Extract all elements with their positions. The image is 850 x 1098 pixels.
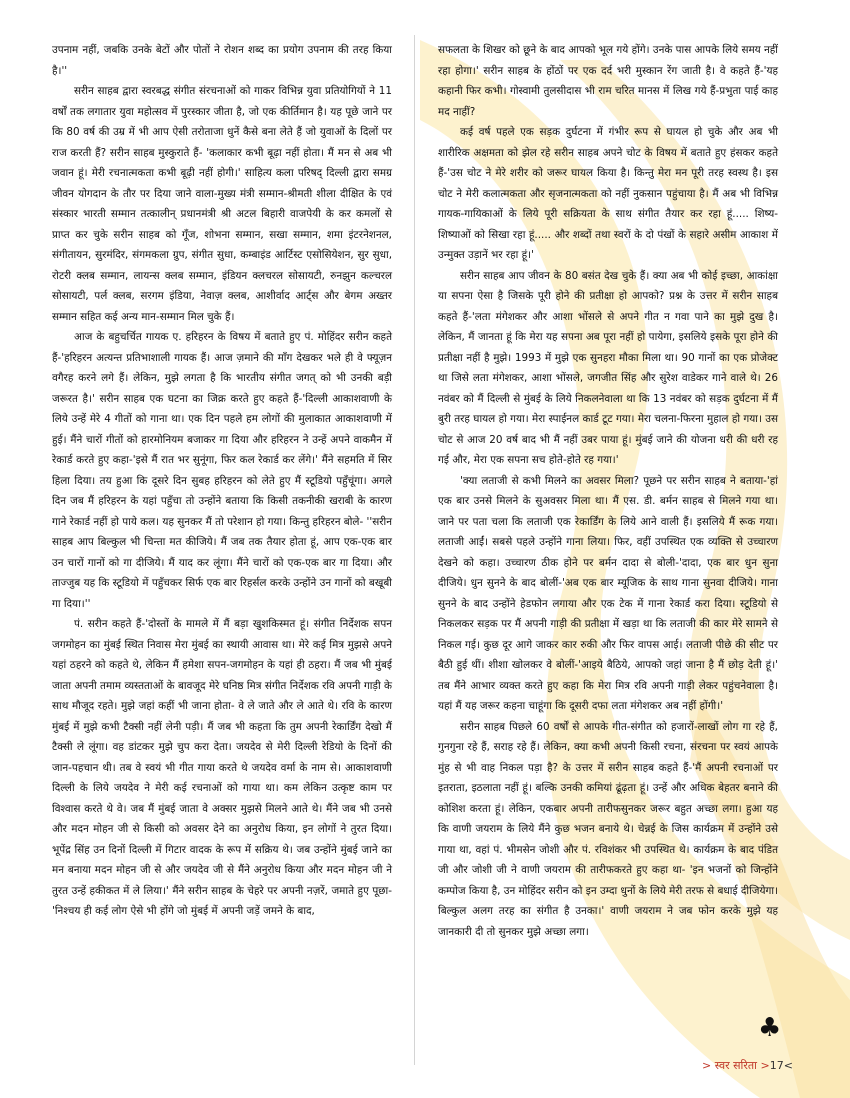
paragraph: पं. सरीन कहते हैं-'दोस्तों के मामले में मैं बड़ा खुशकिस्मत हूं। संगीत निर्देशक सपन जगमोहन का मुंबई स्थित निवास मेरा मुंबई का स्थायी आवास था। मेरे कई मित्र मुझसे अपने यहां ठहरने को कहते थे, लेकिन मैं हमेशा सपन-जगमोहन के यहां ही ठहरा। मैं जब भी मुंबई जाता अपनी तमाम व्यस्तताओं के बावजूद मेरे घनिष्ठ मित्र संगीत निर्देशक रवि अपनी गाड़ी के साथ मौजूद रहते। मुझे जहां कहीं भी जाना होता- वे ले जाते और ले आते थे। रवि के कारण मुंबई में मुझे कभी टैक्सी नहीं लेनी पड़ी। मैं जब भी कहता कि तुम अपनी रेकार्डिंग देखो मैं टैक्सी ले लूंगा। वह डांटकर मुझे चुप करा देता। जयदेव से मेरी दिल्ली रेडियो के दिनों की जान-पहचान थी। तब वे स्वयं भी गीत गाया करते थे जयदेव वर्मा के नाम से। आकाशवाणी दिल्ली के लिये जयदेव ने मेरी कई रचनाओं को गाया था। कम लेकिन उत्कृष्ट काम पर विश्वास करते थे वे। जब मैं मुंबई जाता वे अक्सर मुझसे मिलने आते थे। मैंने जब भी उनसे और मदन मोहन जी से किसी को अवसर देने का अनुरोध किया, इन लोगों ने तुरत दिया। भूपेंद्र सिंह उन दिनों दिल्ली में गिटार वादक के रूप में सक्रिय थे। जब उन्होंने मुंबई जाने का मन बनाया मदन मोहन जी से और जयदेव जी से मैंने अनुरोध किया और मदन मोहन जी ने तुरत उन्हें हकीकत में ले लिया।' मैंने सरीन साहब के चेहरे पर अपनी नज़रें, जमाते हुए पूछा-'निश्चय ही कई लोग ऐसे भी होंगे जो मुंबई में अपनी जड़ें जमने के बाद,: [52, 618, 392, 917]
paragraph: कई वर्ष पहले एक सड़क दुर्घटना में गंभीर रूप से घायल हो चुके और अब भी शारीरिक अक्षमता को झेल रहे सरीन साहब अपने चोट के विषय में बताते हुए हंसकर कहते हैं-'उस चोट ने मेरे शरीर को जरूर घायल किया है। किन्तु मेरा मन पूरी तरह स्वस्थ है। इस चोट ने मेरी कलात्मकता और सृजनात्मकता को नहीं नुकसान पहुंचाया है। मैं अब भी विभिन्न गायक-गायिकाओं के लिये पूरी सक्रियता के साथ संगीत तैयार कर रहा हूं..... शिष्य-शिष्याओं को सिखा रहा हूं..... और शब्दों तथा स्वरों के दो पंखों के सहारे असीम आकाश में उन्मुक्त उड़ानें भर रहा हूं।': [438, 126, 778, 261]
page-footer: [702, 1058, 793, 1073]
page-number: 17<: [769, 1059, 793, 1072]
paragraph: सरीन साहब द्वारा स्वरबद्ध संगीत संरचनाओं को गाकर विभिन्न युवा प्रतियोगियों ने 11 वर्षों तक लगातार युवा महोत्सव में पुरस्कार जीता है, जो एक कीर्तिमान है। यह पूछे जाने पर कि 80 वर्ष की उम्र में भी आप ऐसी तरोताजा धुनें कैसे बना लेते हैं जो युवाओं के दिलों पर राज करती हैं? सरीन साहब मुस्कुराते हैं- 'कलाकार कभी बूढ़ा नहीं होता। मैं मन से अब भी जवान हूं। मेरी रचनात्मकता कभी बूढ़ी नहीं होगी।' साहित्य कला परिषद् दिल्ली द्वारा समग्र जीवन योगदान के तौर पर दिया जाने वाला-मुख्य मंत्री सम्मान-श्रीमती शीला दीक्षित के एवं संस्कार भारती सम्मान तत्कालीन् प्रधानमंत्री श्री अटल बिहारी वाजपेयी के कर कमलों से प्राप्त कर चुके सरीन साहब को गूँज, शोभना सम्मान, सखा सम्मान, शमा इंटरनेशनल, संगीतायन, सुरमंदिर, संगमकला ग्रुप, संगीत सुधा, कम्बाइंड आर्टिस्ट एसोसियेशन, सुर सुधा, रोटरी क्लब सम्मान, लायन्स क्लब सम्मान, इंडियन क्लचरल सोसायटी, रुनझुन कल्चरल सोसायटी, पर्ल क्लब, सरगम इंडिया, नेवाज़ क्लब, आशीर्वाद आर्ट्स और बेगम अख्तर सम्मान सहित कई अन्य मान-सम्मान मिल चुके हैं।: [52, 85, 392, 323]
club-suit-icon: ♣: [758, 1013, 782, 1043]
paragraph: 'क्या लताजी से कभी मिलने का अवसर मिला? पूछने पर सरीन साहब ने बताया-'हां एक बार उनसे मिलने के सुअवसर मिला था। मैं एस. डी. बर्मन साहब से मिलने गया था। जाने पर पता चला कि लताजी एक रेकार्डिंग के लिये आने वाली हैं। इसलिये मैं रूक गया। लताजी आईं। सबसे पहले उन्होंने गाना लिया। फिर, वहीं उपस्थित एक व्यक्ति से उच्चारण देखने को कहा। उच्चारण ठीक होने पर बर्मन दादा से बोली-'दादा, एक बार धुन सुना दीजिये। धुन सुनने के बाद बोलीं-'अब एक बार म्यूजिक के साथ गाना सुनवा दीजिये। गाना सुनने के बाद उन्होंने हेडफोन लगाया और एक टेक में गाना रेकार्ड करा दिया। स्टूडियो से निकलकर सड़क पर मैं अपनी गाड़ी की प्रतीक्षा में खड़ा था कि लताजी की कार मेरे सामने से निकल गई। कुछ दूर आगे जाकर कार रुकी और फिर वापस आई। लताजी पीछे की सीट पर बैठी हुई थीं। शीशा खोलकर वे बोलीं-'आइये बैठिये, आपको जहां जाना है मैं छोड़ देती हूं।' तब मैंने आभार व्यक्त करते हुए कहा कि मेरा मित्र रवि अपनी गाड़ी लेकर पहुंचनेवाला है। यहां मैं यह जरूर कहना चाहूंगा कि दूसरी दफा लता मंगेशकर अब नहीं होंगी।': [438, 474, 778, 712]
paragraph: सफलता के शिखर को छूने के बाद आपको भूल गये होंगे। उनके पास आपके लिये समय नहीं रहा होगा।' सरीन साहब के होंठों पर एक दर्द भरी मुस्कान रेंग जाती है। वे कहते हैं-'यह कहानी फिर कभी। गोस्वामी तुलसीदास भी राम चरित मानस में लिख गये हैं-प्रभुता पाई काह मद नाहीं?: [438, 44, 778, 118]
left-column: [52, 40, 392, 922]
paragraph: सरीन साहब आप जीवन के 80 बसंत देख चुके हैं। क्या अब भी कोई इच्छा, आकांक्षा या सपना ऐसा है जिसके पूरी होने की प्रतीक्षा हो आपको? प्रश्न के उत्तर में सरीन साहब कहते हैं-'लता मंगेशकर और आशा भोंसले से अपने गीत न गवा पाने का मुझे दुख है। लेकिन, मैं जानता हूं कि मेरा यह सपना अब पूरा नहीं हो पायेगा, इसलिये इसके पूरा होने की प्रतीक्षा नहीं है मुझे। 1993 में मुझे एक सुनहरा मौका मिला था। 90 गानों का एक प्रोजेक्ट था जिसे लता मंगेशकर, आशा भोंसले, जगजीत सिंह और सुरेश वाडेकर गाने वाले थे। 26 नवंबर को मैं दिल्ली से मुंबई के लिये निकलनेवाला था कि 13 नवंबर को सड़क दुर्घटना में मैं बुरी तरह घायल हो गया। मेरा स्पाईनल कार्ड टूट गया। मेरा चलना-फिरना मुहाल हो गया। उस चोट से आज 20 वर्ष बाद भी मैं नहीं उबर पाया हूं। मुंबई जाने की योजना धरी की धरी रह गई और, मेरा एक सपना सच होते-होते रह गया।': [438, 269, 778, 466]
paragraph: आज के बहुचर्चित गायक ए. हरिहरन के विषय में बताते हुए पं. मोहिंदर सरीन कहते हैं-'हरिहरन अत्यन्त प्रतिभाशाली गायक हैं। आज ज़माने की माँग देखकर भले ही वे फ्यूज़न वगैरह करने लगे हैं। लेकिन, मुझे लगता है कि भारतीय संगीत जगत् को भी उनकी बड़ी जरूरत है।' सरीन साहब एक घटना का जिक्र करते हुए कहते हैं-'दिल्ली आकाशवाणी के लिये उन्हें मेरे 4 गीतों को गाना था। एक दिन पहले हम लोगों की मुलाकात आकाशवाणी में हुई। मैंने चारों गीतों को हारमोनियम बजाकर गा दिया और हरिहरन ने उन्हें अपने वाकमैन में रेकार्ड करते हुए कहा-'इसे मैं रात भर सुनूंगा, फिर कल रेकार्ड कर लेंगे।' मैंने सहमति में सिर हिला दिया। तय हुआ कि दूसरे दिन सुबह हरिहरन को लेते हुए मैं स्टूडियो पहुँचूंगा। अगले दिन जब मैं हरिहरन के यहां पहुँचा तो उन्होंने बताया कि किसी तकनीकी खराबी के कारण गाने रेकार्ड नहीं हो पाये कल। यह सुनकर मैं तो परेशान हो गया। किन्तु हरिहरन बोले- ''सरीन साहब आप बिल्कुल भी चिन्ता मत कीजिये। मैं जब तक तैयार होता हूं, आप एक-एक बार उन चारों गानों को गा दीजिये। मैं याद कर लूंगा। मैंने चारों को एक-एक बार गा दिया। और ताज्जुब यह कि स्टूडियो में पहुँचकर सिर्फ एक बार रिहर्सल करके उन्होंने उन गानों को बखूबी गा दिया।'': [52, 331, 392, 610]
column-divider: [414, 35, 415, 1065]
paragraph: उपनाम नहीं, जबकि उनके बेटों और पोतों ने रोशन शब्द का प्रयोग उपनाम की तरह किया है।'': [52, 44, 392, 77]
paragraph: सरीन साहब पिछले 60 वर्षों से आपके गीत-संगीत को हजारों-लाखों लोग गा रहे हैं, गुनगुना रहे हैं, सराह रहे हैं। लेकिन, क्या कभी अपनी किसी रचना, संरचना पर स्वयं आपके मुंह से भी वाह निकल पड़ा है? के उत्तर में सरीन साहब कहते हैं-'मैं अपनी रचनाओं पर इतराता, इठलाता नहीं हूं। बल्कि उनकी कमियां ढूंढ़ता हूं। उन्हें और अधिक बेहतर बनाने की कोशिश करता हूं। लेकिन, एकबार अपनी तारीफसुनकर जरूर बहुत अच्छा लगा। हुआ यह कि वाणी जयराम के लिये मैंने कुछ भजन बनाये थे। चेन्नई के जिस कार्यक्रम में उन्होंने उसे गाया था, वहां पं. भीमसेन जोशी और पं. रविशंकर भी उपस्थित थे। कार्यक्रम के बाद पंडित जी और जोशी जी ने वाणी जयराम की तारीफकरते हुए कहा था- 'इन भजनों को जिन्होंने कम्पोज किया है, उन मोहिंदर सरीन को इन उम्दा धुनों के लिये मेरी तरफ से बधाई दीजियेगा। बिल्कुल अलग तरह का संगीत है उनका।' वाणी जयराम ने जब फोन करके मुझे यह जानकारी दी तो सुनकर मुझे अच्छा लगा।: [438, 720, 778, 938]
right-column: [438, 40, 778, 942]
magazine-name: > स्वर सरिता >: [702, 1059, 770, 1072]
